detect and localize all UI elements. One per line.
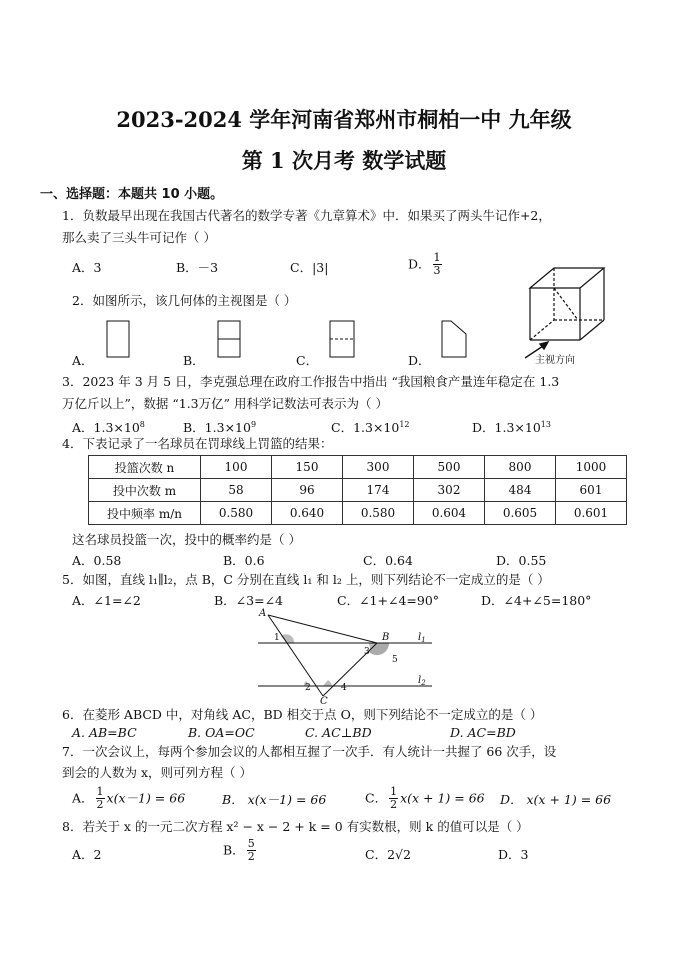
q4-results-table xyxy=(88,455,627,525)
q7-stem-line1: 7．一次会议上，每两个参加会议的人都相互握了一次手．有人统计一共握了 66 次手，设 xyxy=(62,744,557,759)
table-cell: 96 xyxy=(272,479,343,502)
q5-option-d: D．∠4+∠5=180° xyxy=(481,593,592,608)
q1-option-d: D． $\frac{1}{3}$ xyxy=(408,251,441,277)
q2-option-a-label: A． xyxy=(72,353,94,368)
q8-option-d: D．3 xyxy=(498,847,529,862)
line-l1-label: $l_1$ xyxy=(418,632,426,644)
table-cell: 300 xyxy=(343,456,414,479)
point-b-label: B xyxy=(382,632,390,643)
line-l2-label: $l_2$ xyxy=(418,675,426,687)
angle-1-mark xyxy=(281,634,294,643)
page-title: 2023-2024 学年河南省郑州市桐柏一中 九年级 xyxy=(116,107,572,132)
q2-option-c-label: C． xyxy=(296,353,319,368)
angle-3-label: 3 xyxy=(364,647,370,657)
q1-option-b: B．－3 xyxy=(176,260,219,275)
q6-option-b: B. OA=OC xyxy=(188,725,255,740)
q6-stem: 6．在菱形 ABCD 中，对角线 AC，BD 相交于点 O，则下列结论不一定成立的是（ ） xyxy=(62,707,543,722)
q5-parallel-lines-figure xyxy=(250,605,440,705)
q8-stem: 8．若关于 x 的一元二次方程 x² − x − 2 + k = 0 有实数根，则 k 的值可以是（ ） xyxy=(62,819,529,834)
table-cell: 150 xyxy=(272,456,343,479)
table-cell: 投中频率 m/n xyxy=(89,502,201,525)
q4-stem2: 这名球员投篮一次，投中的概率约是（ ） xyxy=(72,532,301,547)
q6-option-c: C. AC⊥BD xyxy=(305,725,372,740)
table-row xyxy=(89,456,627,479)
q7-stem-line2: 到会的人数为 x，则可列方程（ ） xyxy=(62,765,252,780)
table-cell: 0.604 xyxy=(414,502,485,525)
table-cell: 58 xyxy=(201,479,272,502)
q1-option-a: A．3 xyxy=(72,260,102,275)
q5-option-c: C．∠1+∠4=90° xyxy=(337,593,440,608)
q8-option-a: A．2 xyxy=(72,847,102,862)
angle-4-label: 4 xyxy=(341,683,347,693)
q5-option-b: B．∠3=∠4 xyxy=(214,593,284,608)
q2-option-a-figure xyxy=(106,320,132,360)
q2-stem: 2．如图所示，该几何体的主视图是（ ） xyxy=(72,293,297,308)
q6-option-d: D. AC=BD xyxy=(450,725,516,740)
q7-option-d: D． x(x + 1) = 66 xyxy=(500,792,612,807)
table-cell: 100 xyxy=(201,456,272,479)
table-cell: 302 xyxy=(414,479,485,502)
q5-option-a: A．∠1=∠2 xyxy=(72,593,141,608)
q3-stem-line1: 3．2023 年 3 月 5 日，李克强总理在政府工作报告中指出 “我国粮食产量连年稳定在 1.3 xyxy=(62,374,560,389)
q1-stem-line1: 1．负数最早出现在我国古代著名的数学专著《九章算术》中．如果买了两头牛记作+2， xyxy=(62,208,551,223)
q1-option-c: C．|3| xyxy=(290,260,329,275)
q2-option-c-figure xyxy=(329,320,357,360)
q2-option-b-figure xyxy=(217,320,243,360)
table-cell: 投篮次数 n xyxy=(89,456,201,479)
table-cell: 500 xyxy=(414,456,485,479)
q3-stem-line2: 万亿斤以上”，数据 “1.3万亿” 用科学记数法可表示为（ ） xyxy=(62,396,388,411)
page-subtitle: 第 1 次月考 数学试题 xyxy=(241,148,447,173)
q2-option-b-label: B． xyxy=(183,353,205,368)
table-cell: 601 xyxy=(556,479,627,502)
angle-2-label: 2 xyxy=(305,683,311,693)
table-cell: 0.601 xyxy=(556,502,627,525)
section-heading: 一、选择题：本题共 10 小题。 xyxy=(40,187,224,202)
q4-option-b: B．0.6 xyxy=(223,553,265,568)
q3-option-a: A．$1.3\times 10^8$ xyxy=(72,420,145,436)
q1-stem-line2: 那么卖了三头牛可记作（ ） xyxy=(62,230,216,245)
q4-option-d: D．0.55 xyxy=(496,553,547,568)
point-c-label: C xyxy=(320,696,328,705)
table-cell: 0.640 xyxy=(272,502,343,525)
q2-option-d-label: D． xyxy=(408,353,431,368)
angle-1-label: 1 xyxy=(274,633,280,643)
q6-option-a: A. AB=BC xyxy=(72,725,137,740)
table-row xyxy=(89,502,627,525)
q8-option-b: B． $\frac{5}{2}$ xyxy=(223,837,255,863)
q7-option-b: B． x(x－1) = 66 xyxy=(222,792,327,807)
angle-5-label: 5 xyxy=(392,655,398,665)
q8-option-c: C．2√2 xyxy=(365,847,411,862)
q7-option-a: A． $\frac{1}{2}$ x(x－1) = 66 xyxy=(72,785,186,811)
q3-option-d: D．$1.3\times 10^{13}$ xyxy=(472,420,551,436)
q4-stem: 4．下表记录了一名球员在罚球线上罚篮的结果： xyxy=(62,436,333,451)
table-cell: 484 xyxy=(485,479,556,502)
table-cell: 1000 xyxy=(556,456,627,479)
table-cell: 投中次数 m xyxy=(89,479,201,502)
q4-option-c: C．0.64 xyxy=(363,553,413,568)
point-a-label: A xyxy=(259,608,267,619)
q5-stem: 5．如图，直线 l₁∥l₂，点 B，C 分别在直线 l₁ 和 l₂ 上，则下列结论不一定成立的是（ ） xyxy=(62,572,550,587)
table-row xyxy=(89,479,627,502)
table-cell: 0.580 xyxy=(201,502,272,525)
table-cell: 0.580 xyxy=(343,502,414,525)
q7-option-c: C． $\frac{1}{2}$ x(x + 1) = 66 xyxy=(365,785,485,811)
q3-option-b: B．$1.3\times 10^9$ xyxy=(183,420,257,436)
table-cell: 800 xyxy=(485,456,556,479)
q2-option-d-figure xyxy=(441,320,469,360)
q4-option-a: A．0.58 xyxy=(72,553,122,568)
table-cell: 0.605 xyxy=(485,502,556,525)
q2-view-direction-label: 主视方向 xyxy=(535,355,575,366)
table-cell: 174 xyxy=(343,479,414,502)
q3-option-c: C．$1.3\times 10^{12}$ xyxy=(331,420,410,436)
angle-4-mark xyxy=(323,680,332,686)
